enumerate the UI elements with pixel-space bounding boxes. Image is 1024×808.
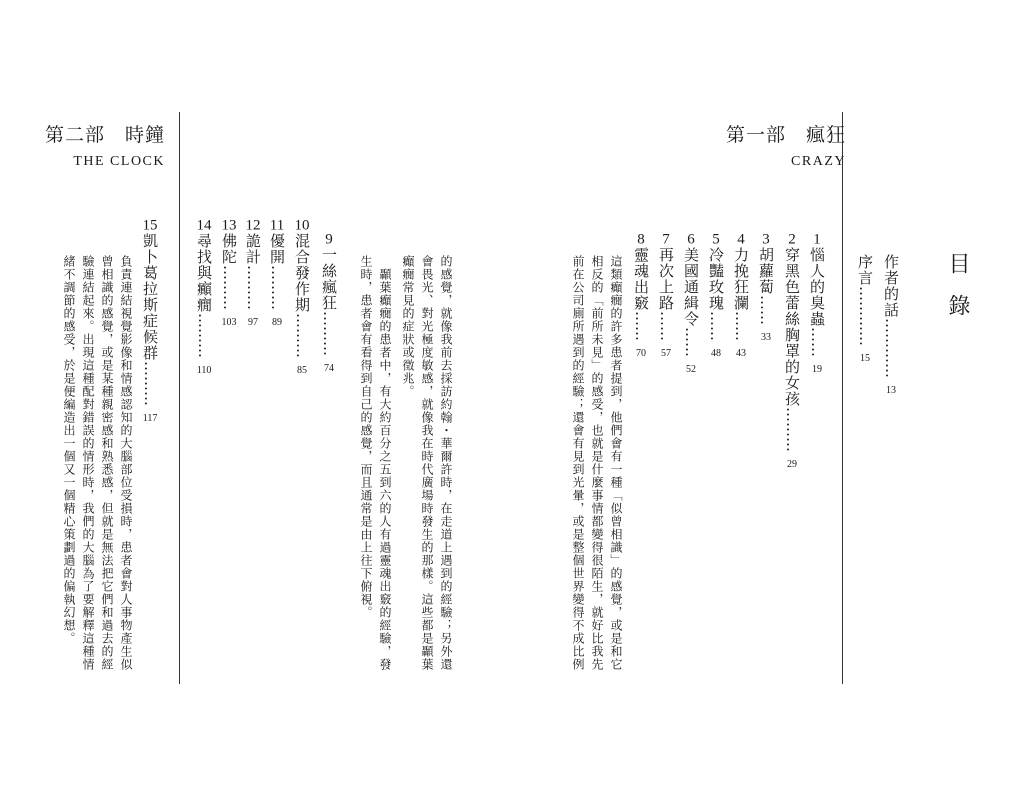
leader-dots: …… <box>682 327 700 357</box>
part2-header <box>45 120 165 170</box>
toc-entry-chapter-13[interactable] <box>218 218 240 334</box>
page-number: 110 <box>196 365 212 376</box>
leader-dots: ……… <box>220 265 238 310</box>
toc-entry-chapter-8[interactable] <box>630 232 652 365</box>
excerpt-line: 癲癇常見的症狀或徵兆。 <box>401 255 415 398</box>
chapter-number: 15 <box>142 218 158 233</box>
part2-title: 第二部 時鐘 <box>45 124 166 146</box>
chapter-number: 3 <box>762 232 770 247</box>
chapter-number: 14 <box>196 218 212 233</box>
toc-title: 目錄 <box>945 252 970 336</box>
entry-title: 序言 <box>856 254 874 286</box>
leader-dots: …… <box>757 295 775 325</box>
entry-title: 佛陀 <box>220 233 238 265</box>
page-number: 89 <box>272 317 282 328</box>
entry-title: 再次上路 <box>657 247 675 311</box>
leader-dots: …… <box>732 311 750 341</box>
chapter-number: 8 <box>637 232 645 247</box>
toc-entry-chapter-4[interactable] <box>730 232 752 365</box>
chapter-number: 5 <box>712 232 720 247</box>
chapter-number: 6 <box>687 232 695 247</box>
entry-title: 靈魂出竅 <box>632 247 650 311</box>
entry-title: 凱卜葛拉斯症候群 <box>141 233 159 361</box>
excerpt-line: 生時，患者會有看得到自己的感覺，而且通常是由上往下俯視。 <box>359 255 373 619</box>
leader-dots: ……… <box>268 265 286 310</box>
page-number: 48 <box>711 348 721 359</box>
entry-title: 尋找與癲癇 <box>195 233 213 313</box>
leader-dots: ……… <box>320 311 338 356</box>
leader-dots: ………… <box>856 286 874 346</box>
entry-title: 混合發作期 <box>293 233 311 313</box>
excerpt-line: 的感覺，就像我前去採訪約翰・華爾許時，在走道上遇到的經驗；另外還 <box>439 255 453 671</box>
entry-title: 冷豔玫瑰 <box>707 247 725 311</box>
page-number: 97 <box>248 317 258 328</box>
page-number: 117 <box>142 413 158 424</box>
chapter-number: 13 <box>221 218 237 233</box>
excerpt-line: 相反的「前所未見」的感受，也就是什麼事情都變得很陌生，就好比我先 <box>590 255 604 671</box>
leader-dots: ……… <box>783 407 801 452</box>
toc-entry-chapter-5[interactable] <box>705 232 727 365</box>
excerpt-line: 緒不調節的感受，於是便編造出一個又一個精心策劃過的偏執幻想。 <box>62 255 76 645</box>
toc-entry-preface[interactable] <box>854 254 876 370</box>
page-number: 15 <box>860 353 870 364</box>
part1-title-en: CRAZY <box>791 154 846 169</box>
page-number: 13 <box>886 385 896 396</box>
toc-entry-chapter-10[interactable] <box>291 218 313 382</box>
toc-entry-chapter-6[interactable] <box>680 232 702 381</box>
page-number: 103 <box>221 317 237 328</box>
entry-title: 惱人的臭蟲 <box>808 247 826 327</box>
entry-title: 力挽狂瀾 <box>732 247 750 311</box>
toc-entry-authors-note[interactable] <box>880 254 902 402</box>
leader-dots: ……… <box>244 265 262 310</box>
toc-entry-chapter-14[interactable] <box>193 218 215 382</box>
chapter-number: 10 <box>294 218 310 233</box>
chapter-number: 4 <box>737 232 745 247</box>
chapter-number: 7 <box>662 232 670 247</box>
page-number: 33 <box>761 332 771 343</box>
page-number: 43 <box>736 348 746 359</box>
page-number: 19 <box>812 364 822 375</box>
excerpt-line: 曾相識的感覺，或是某種親密感和熟悉感，但就是無法把它們和過去的經 <box>100 255 114 671</box>
leader-dots: …… <box>657 311 675 341</box>
toc-entry-chapter-3[interactable] <box>755 232 777 349</box>
entry-title: 優開 <box>268 233 286 265</box>
toc-entry-chapter-12[interactable] <box>242 218 264 334</box>
entry-title: 一絲瘋狂 <box>320 247 338 311</box>
leader-dots: …… <box>808 327 826 357</box>
toc-entry-chapter-9[interactable] <box>318 232 340 380</box>
page-number: 52 <box>686 364 696 375</box>
part2-title-en: THE CLOCK <box>73 154 166 169</box>
page-number: 85 <box>297 365 307 376</box>
page-number: 29 <box>787 459 797 470</box>
entry-title: 穿黑色蕾絲胸罩的女孩 <box>783 247 801 407</box>
leader-dots: ……… <box>141 361 159 406</box>
divider-part1 <box>842 112 843 684</box>
entry-title: 詭計 <box>244 233 262 265</box>
toc-entry-chapter-11[interactable] <box>266 218 288 334</box>
divider-part2 <box>179 112 180 684</box>
part1-header <box>726 120 846 170</box>
entry-title: 作者的話 <box>882 254 900 318</box>
chapter-number: 2 <box>788 232 796 247</box>
toc-entry-chapter-2[interactable] <box>781 232 803 476</box>
toc-entry-chapter-15[interactable] <box>139 218 161 430</box>
excerpt-line: 會畏光、對光極度敏感，就像我在時代廣場時發生的那樣。這些都是顳葉 <box>420 255 434 671</box>
chapter-number: 11 <box>269 218 285 233</box>
excerpt-line: 驗連結起來。出現這種配對錯誤的情形時，我們的大腦為了要解釋這種情 <box>81 255 95 671</box>
leader-dots: ……… <box>293 313 311 358</box>
chapter-number: 9 <box>325 232 333 247</box>
chapter-number: 1 <box>813 232 821 247</box>
leader-dots: ……… <box>195 313 213 358</box>
entry-title: 胡蘿蔔 <box>757 247 775 295</box>
part1-title: 第一部 瘋狂 <box>725 124 846 146</box>
page-number: 57 <box>661 348 671 359</box>
excerpt-line: 顳葉癲癇的患者中，有大約百分之五到六的人有過靈魂出竅的經驗，發 <box>378 255 392 671</box>
excerpt-line: 前在公司廁所遇到的經驗；還會有見到光暈，或是整個世界變得不成比例 <box>571 255 585 671</box>
toc-entry-chapter-1[interactable] <box>806 232 828 381</box>
entry-title: 美國通緝令 <box>682 247 700 327</box>
excerpt-line: 負責連結視覺影像和情感認知的大腦部位受損時，患者會對人事物產生似 <box>119 255 133 671</box>
leader-dots: …… <box>632 311 650 341</box>
page-number: 70 <box>636 348 646 359</box>
excerpt-line: 這類癲癇的許多患者提到，他們會有一種「似曾相識」的感覺，或是和它 <box>609 255 623 671</box>
toc-entry-chapter-7[interactable] <box>655 232 677 365</box>
page-number: 74 <box>324 363 334 374</box>
leader-dots: …… <box>707 311 725 341</box>
chapter-number: 12 <box>245 218 261 233</box>
leader-dots: ………… <box>882 318 900 378</box>
